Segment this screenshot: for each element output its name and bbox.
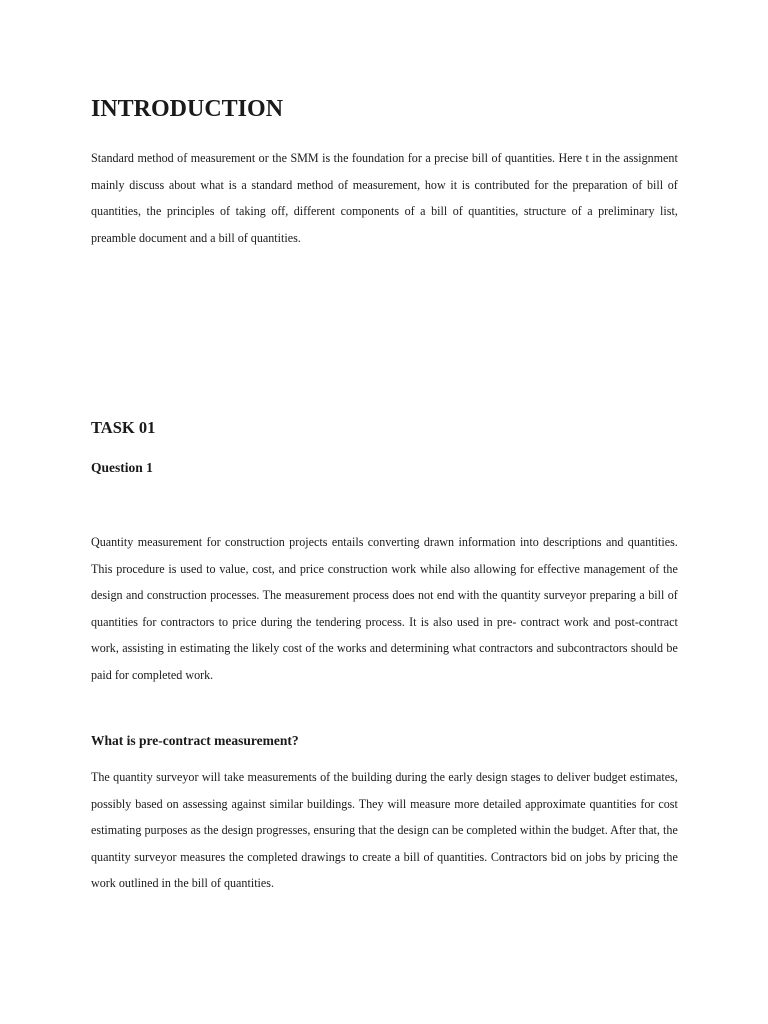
pre-contract-paragraph: The quantity surveyor will take measurements of the building during the early design stages to deliver budget estimates, possibly based on assessing against similar buildings. They will measure more detailed approximate quantities for cost estimating purposes as the design progresses, ensuring that the design can be completed within the budget. After that, the quantity surveyor measures the completed drawings to create a bill of quantities. Contractors bid on jobs by pricing the work outlined in the bill of quantities. — [91, 769, 678, 891]
introduction-heading: INTRODUCTION — [91, 96, 284, 122]
task-paragraph: Quantity measurement for construction projects entails converting drawn information into descriptions and quantities. This procedure is used to value, cost, and price construction work while also allowing for effective management of the design and construction processes. The measurement process does not end with the quantity surveyor preparing a bill of quantities for contractors to price during the tendering process. It is also used in pre- contract work and post-contract work, assisting in estimating the likely cost of the works and determining what contractors and subcontractors should be paid for completed work. — [91, 534, 678, 682]
introduction-paragraph: Standard method of measurement or the SMM is the foundation for a precise bill of quantities. Here t in the assignment mainly discuss about what is a standard method of measurement, how it is contributed for the preparation of bill of quantities, the principles of taking off, different components of a bill of quantities, structure of a preliminary list, preamble document and a bill of quantities. — [91, 150, 678, 245]
question-label: Question 1 — [91, 460, 153, 475]
pre-contract-heading: What is pre-contract measurement? — [91, 733, 299, 748]
task-heading: TASK 01 — [91, 418, 156, 437]
